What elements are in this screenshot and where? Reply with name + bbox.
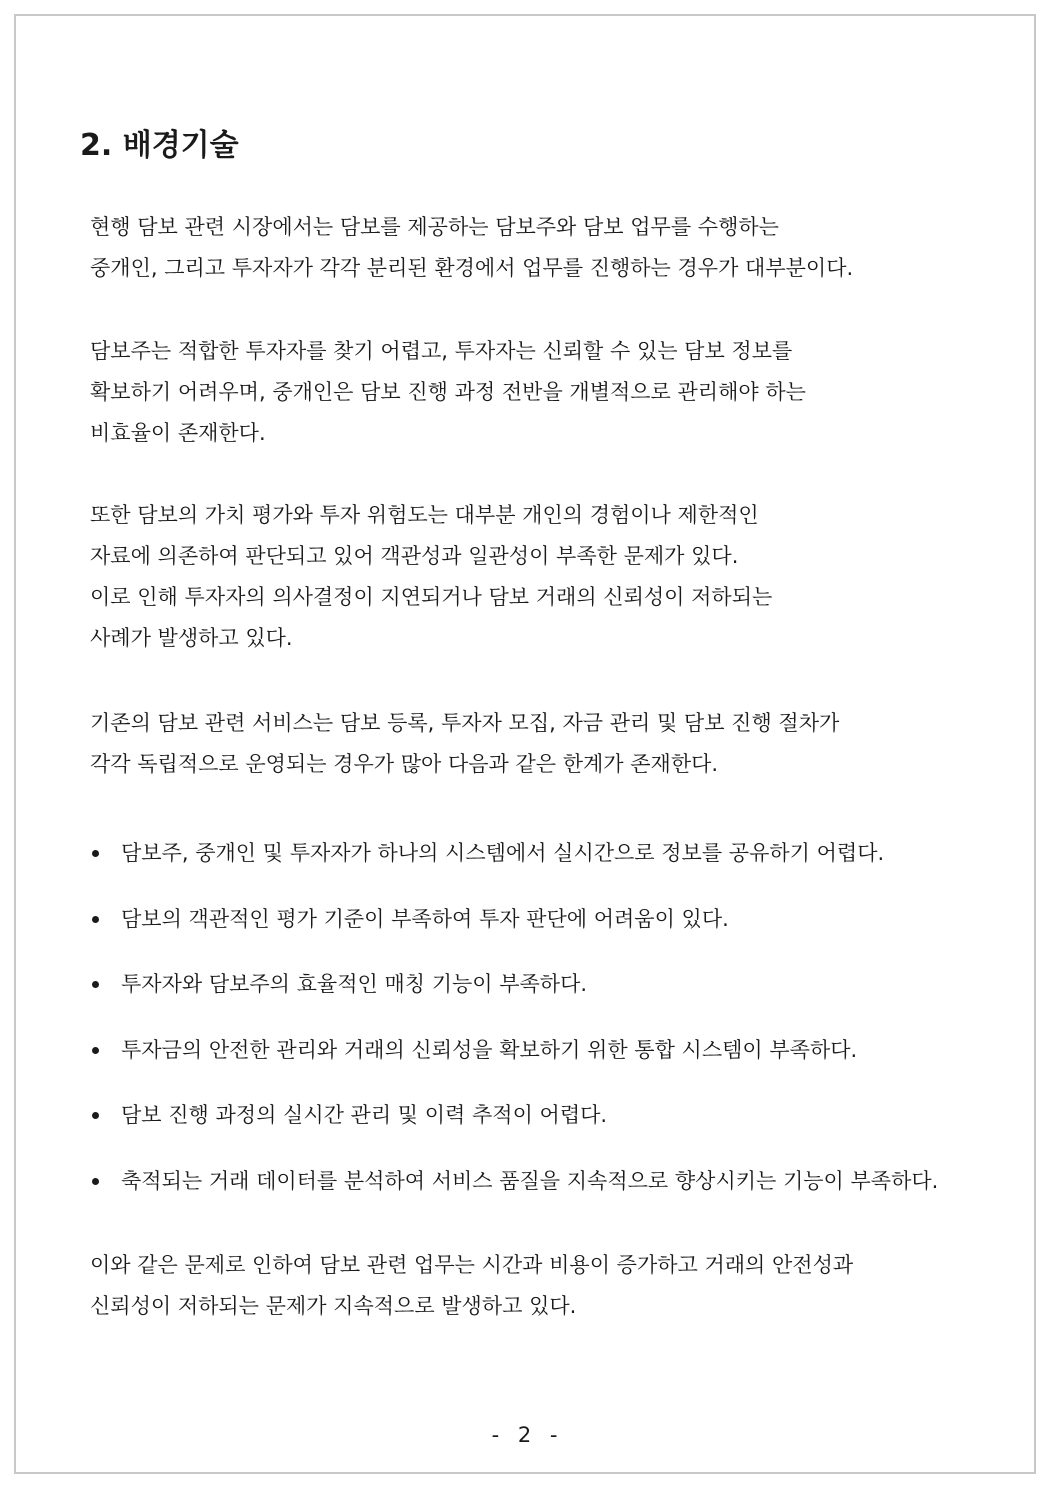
- bullet-icon: [92, 1178, 99, 1185]
- paragraph-line: 확보하기 어려우며, 중개인은 담보 진행 과정 전반을 개별적으로 관리해야 하는: [90, 380, 806, 404]
- list-item-text: 투자금의 안전한 관리와 거래의 신뢰성을 확보하기 위한 통합 시스템이 부족하다.: [121, 1037, 858, 1062]
- list-item-text: 담보의 객관적인 평가 기준이 부족하여 투자 판단에 어려움이 있다.: [121, 906, 729, 931]
- paragraph-line: 사례가 발생하고 있다.: [90, 626, 293, 650]
- bullet-icon: [92, 916, 99, 923]
- paragraph-line: 자료에 의존하여 판단되고 있어 객관성과 일관성이 부족한 문제가 있다.: [90, 544, 739, 568]
- page-number: - 2 -: [491, 1423, 564, 1447]
- paragraph-line: 또한 담보의 가치 평가와 투자 위험도는 대부분 개인의 경험이나 제한적인: [90, 503, 759, 527]
- list-item-text: 담보주, 중개인 및 투자자가 하나의 시스템에서 실시간으로 정보를 공유하기 어렵다.: [121, 841, 885, 865]
- paragraph-line: 담보주는 적합한 투자자를 찾기 어렵고, 투자자는 신뢰할 수 있는 담보 정보를: [90, 339, 793, 363]
- list-item-text: 담보 진행 과정의 실시간 관리 및 이력 추적이 어렵다.: [121, 1103, 608, 1127]
- paragraph-line: 이와 같은 문제로 인하여 담보 관련 업무는 시간과 비용이 증가하고 거래의 안전성과: [90, 1253, 854, 1277]
- paragraph-line: 중개인, 그리고 투자자가 각각 분리된 환경에서 업무를 진행하는 경우가 대부분이다.: [90, 256, 854, 280]
- bullet-icon: [92, 1112, 99, 1119]
- paragraph-closing: [90, 1245, 853, 1327]
- paragraph-intro: [90, 207, 853, 289]
- paragraph-existing-services: [90, 703, 839, 785]
- paragraph-line: 기존의 담보 관련 서비스는 담보 등록, 투자자 모집, 자금 관리 및 담보 진행 절차가: [90, 711, 840, 735]
- paragraph-line: 비효율이 존재한다.: [90, 421, 266, 445]
- list-item-text: 투자자와 담보주의 효율적인 매칭 기능이 부족하다.: [121, 972, 588, 996]
- section-heading: 2. 배경기술: [80, 128, 239, 163]
- bullet-icon: [92, 981, 99, 988]
- list-item-text: 축적되는 거래 데이터를 분석하여 서비스 품질을 지속적으로 향상시키는 기능이 부족하다.: [121, 1168, 939, 1193]
- bullet-icon: [92, 1047, 99, 1054]
- bullet-icon: [92, 850, 99, 857]
- paragraph-line: 이로 인해 투자자의 의사결정이 지연되거나 담보 거래의 신뢰성이 저하되는: [90, 585, 773, 609]
- paragraph-evaluation: [90, 495, 772, 659]
- paragraph-line: 신뢰성이 저하되는 문제가 지속적으로 발생하고 있다.: [90, 1294, 577, 1318]
- paragraph-problems: [90, 331, 806, 454]
- paragraph-line: 각각 독립적으로 운영되는 경우가 많아 다음과 같은 한계가 존재한다.: [90, 752, 719, 776]
- paragraph-line: 현행 담보 관련 시장에서는 담보를 제공하는 담보주와 담보 업무를 수행하는: [90, 215, 779, 239]
